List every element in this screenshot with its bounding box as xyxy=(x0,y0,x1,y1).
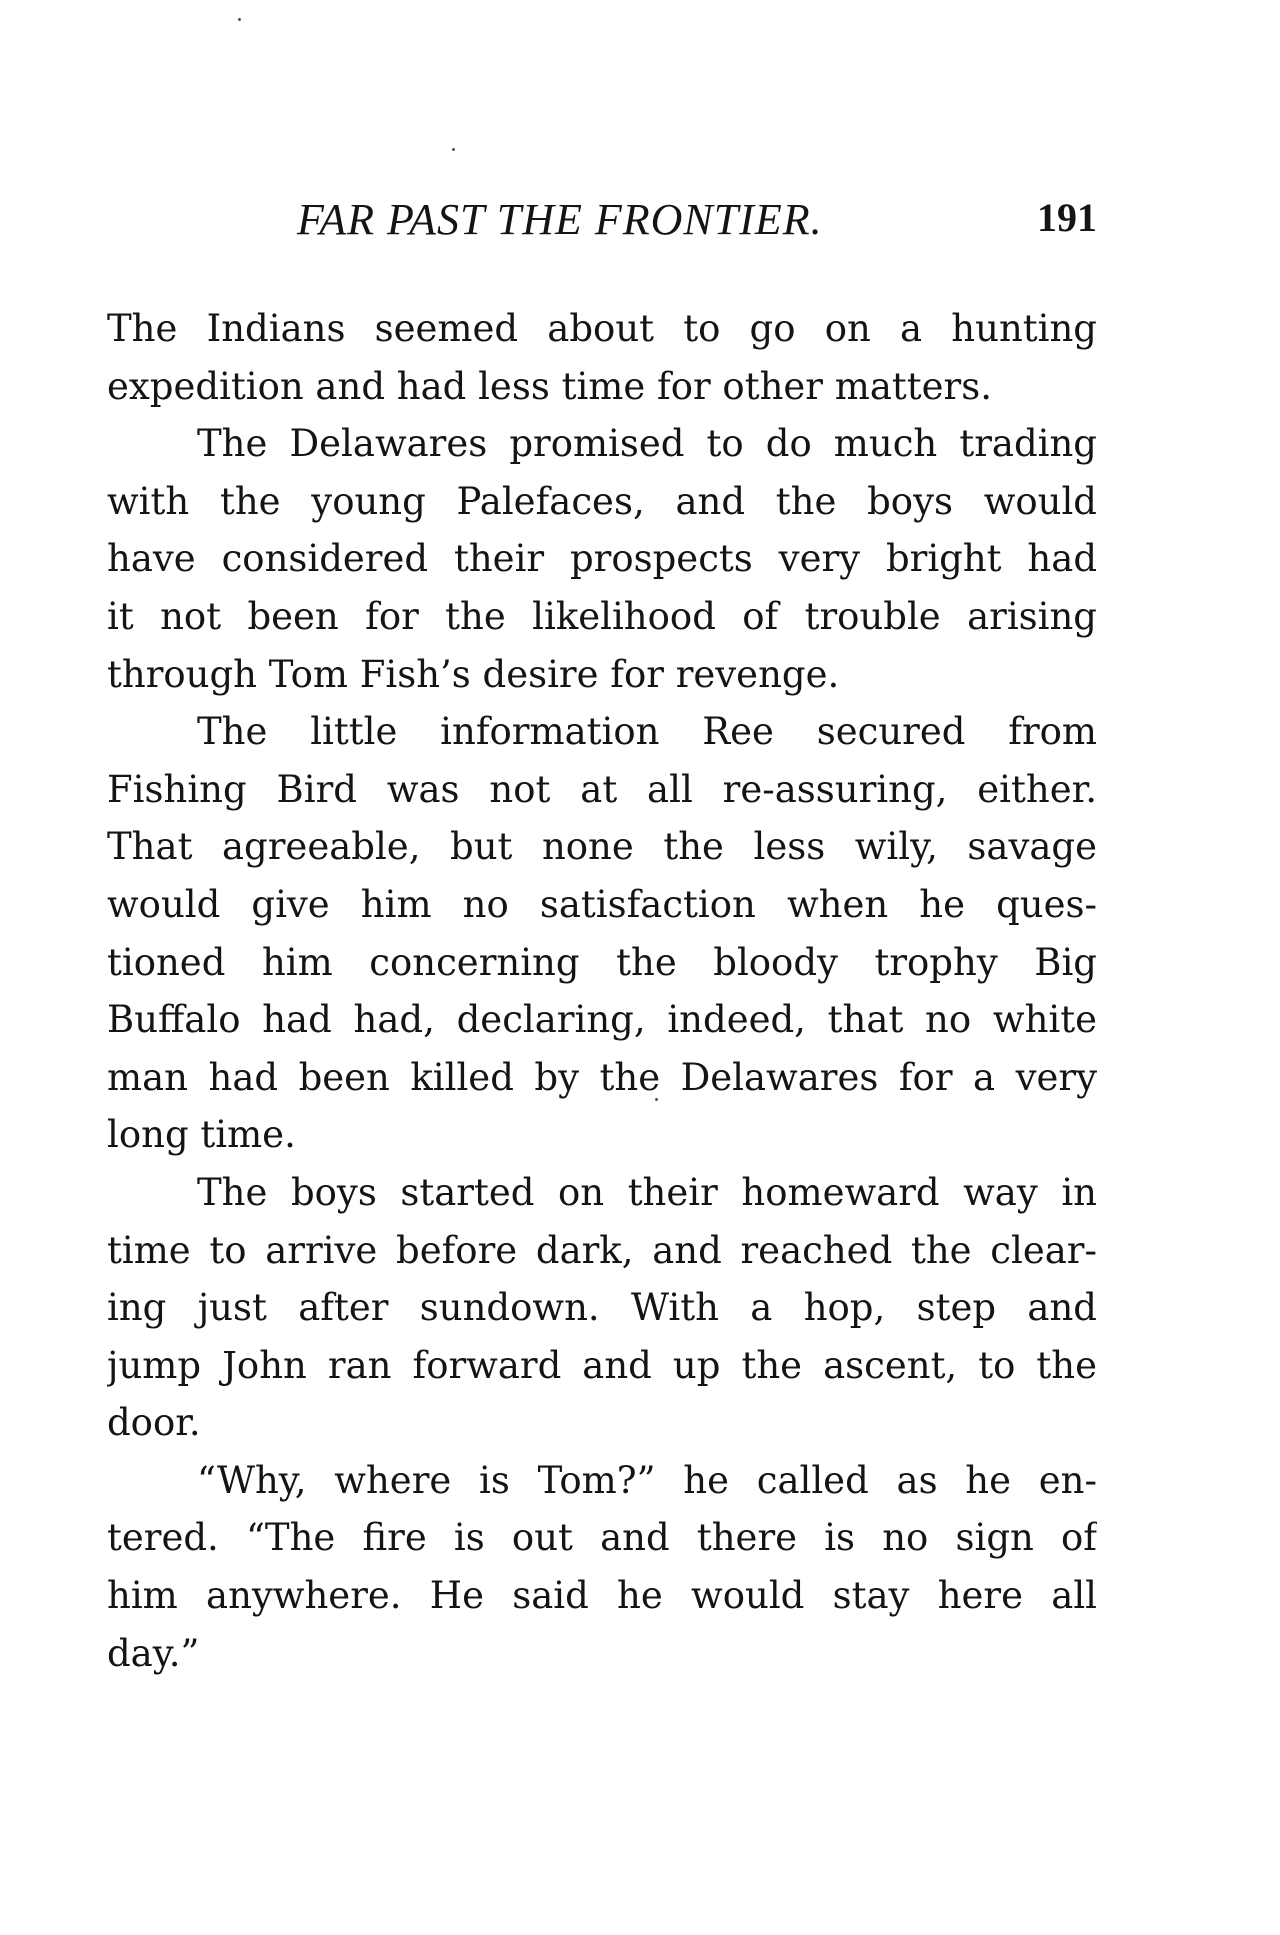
text-line: “Why, where is Tom?” he called as he en- xyxy=(197,1458,1097,1502)
text-line: Buffalo had had, declaring, indeed, that no white xyxy=(107,998,1097,1042)
running-head-title: FAR PAST THE FRONTIER. xyxy=(297,195,823,244)
body-text xyxy=(107,300,1097,1682)
text-line: The little information Ree secured from xyxy=(197,710,1097,754)
text-line: The Delawares promised to do much trading xyxy=(197,422,1097,466)
text-line: man had been killed by the Delawares for a very xyxy=(107,1055,1097,1099)
print-speck xyxy=(238,18,241,21)
text-line: long time. xyxy=(107,1113,296,1157)
text-line: The boys started on their homeward way in xyxy=(197,1170,1097,1214)
text-line: door. xyxy=(107,1401,201,1445)
text-line: tered. “The fire is out and there is no sign of xyxy=(107,1516,1097,1560)
text-line: have considered their prospects very bright had xyxy=(107,537,1097,581)
text-line: with the young Palefaces, and the boys would xyxy=(107,479,1097,523)
text-line: time to arrive before dark, and reached the clear- xyxy=(107,1228,1097,1272)
print-speck xyxy=(452,148,455,151)
text-line: would give him no satisfaction when he ques- xyxy=(107,882,1097,926)
text-line: tioned him concerning the bloody trophy Big xyxy=(107,940,1097,984)
page-number: 191 xyxy=(1037,195,1097,240)
text-line: jump John ran forward and up the ascent, to the xyxy=(107,1343,1097,1387)
text-line: through Tom Fish’s desire for revenge. xyxy=(107,652,840,696)
text-line: ing just after sundown. With a hop, step and xyxy=(107,1286,1097,1330)
running-head xyxy=(107,194,1097,254)
text-line: expedition and had less time for other matters. xyxy=(107,364,992,408)
text-line: him anywhere. He said he would stay here all xyxy=(107,1574,1097,1618)
text-line: day.” xyxy=(107,1631,200,1675)
text-line: The Indians seemed about to go on a hunting xyxy=(107,307,1097,350)
text-line: it not been for the likelihood of trouble arising xyxy=(107,594,1097,638)
text-line: That agreeable, but none the less wily, savage xyxy=(107,825,1097,869)
text-line: Fishing Bird was not at all re-assuring, either. xyxy=(107,767,1097,811)
